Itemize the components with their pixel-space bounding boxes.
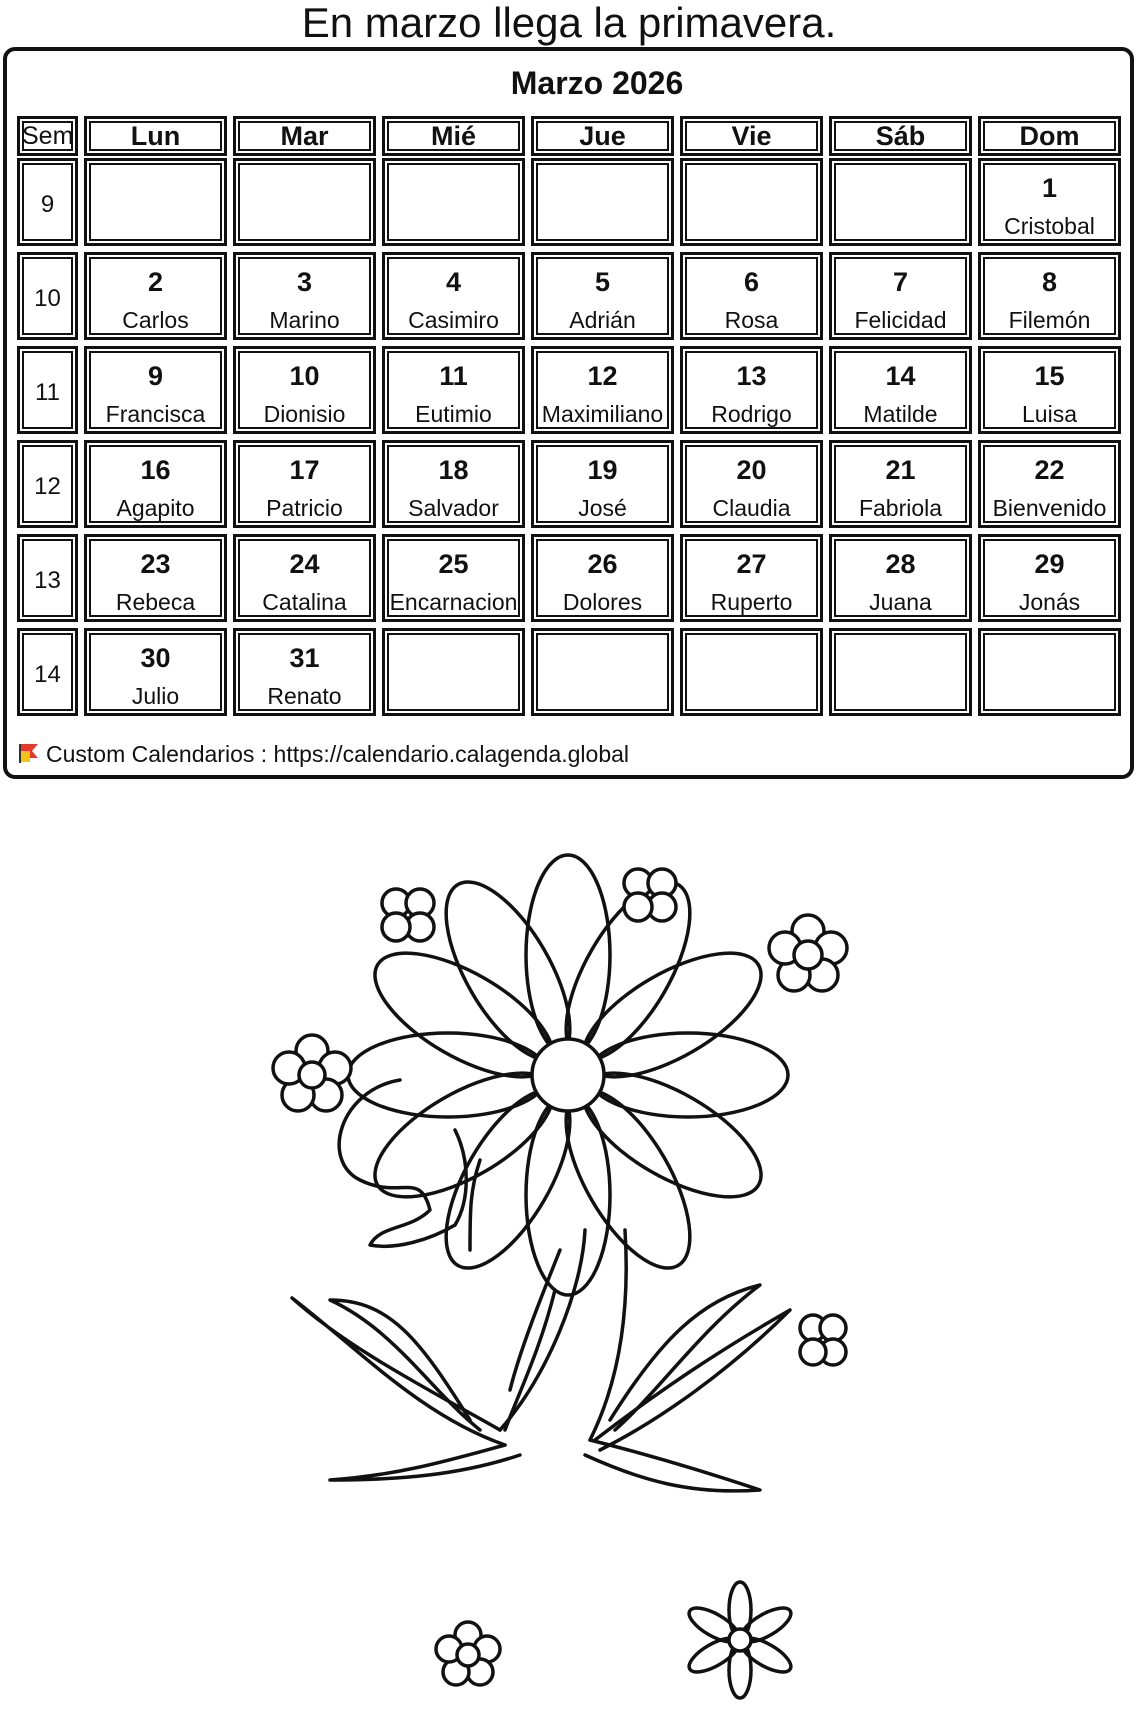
week-number: 14: [17, 628, 78, 716]
saint-name: Casimiro: [408, 307, 499, 333]
month-title: Marzo 2026: [510, 65, 684, 101]
day-number: 5: [594, 267, 611, 297]
day-cell[interactable]: [829, 252, 972, 340]
empty-day-cell: [382, 628, 525, 716]
empty-day-cell: [531, 158, 674, 246]
saint-name: Adrián: [569, 307, 636, 333]
day-number: 20: [736, 455, 767, 485]
saint-name: Julio: [131, 683, 180, 709]
day-cell[interactable]: [382, 252, 525, 340]
day-header: Sáb: [829, 116, 972, 156]
day-number: 15: [1034, 361, 1065, 391]
day-number: 21: [885, 455, 916, 485]
day-cell[interactable]: [978, 252, 1121, 340]
saint-name: Filemón: [1008, 307, 1091, 333]
day-number: 23: [140, 549, 171, 579]
day-cell[interactable]: [829, 534, 972, 622]
day-number: 9: [147, 361, 164, 391]
empty-day-cell: [233, 158, 376, 246]
saint-name: Claudia: [712, 495, 791, 521]
day-number: 16: [140, 455, 171, 485]
day-cell[interactable]: [978, 440, 1121, 528]
day-number: 10: [289, 361, 320, 391]
saint-name: Jonás: [1018, 589, 1081, 615]
day-number: 1: [1041, 173, 1058, 203]
week-number: 13: [17, 534, 78, 622]
day-header: Jue: [531, 116, 674, 156]
day-number: 17: [289, 455, 320, 485]
saint-name: Eutimio: [415, 401, 492, 427]
week-number: 11: [17, 346, 78, 434]
day-number: 2: [147, 267, 164, 297]
saint-name: Carlos: [122, 307, 189, 333]
empty-day-cell: [531, 628, 674, 716]
footer-link[interactable]: Custom Calendarios : https://calendario.calagenda.global: [46, 741, 630, 767]
day-number: 28: [885, 549, 916, 579]
day-cell[interactable]: [84, 346, 227, 434]
saint-name: Patricio: [266, 495, 343, 521]
empty-day-cell: [978, 628, 1121, 716]
day-header: Dom: [978, 116, 1121, 156]
calendar-logo-icon: [18, 740, 40, 772]
day-cell[interactable]: [531, 534, 674, 622]
saint-name: Fabriola: [858, 495, 943, 521]
day-cell[interactable]: [680, 252, 823, 340]
day-cell[interactable]: [829, 440, 972, 528]
day-number: 29: [1034, 549, 1065, 579]
day-number: 25: [438, 549, 469, 579]
day-cell[interactable]: [531, 252, 674, 340]
day-header: Mar: [233, 116, 376, 156]
day-cell[interactable]: [829, 346, 972, 434]
day-header: Mié: [382, 116, 525, 156]
day-number: 30: [140, 643, 171, 673]
day-header: Lun: [84, 116, 227, 156]
saint-name: Felicidad: [854, 307, 947, 333]
day-number: 26: [587, 549, 618, 579]
saint-name: Matilde: [863, 401, 938, 427]
day-number: 11: [439, 361, 468, 391]
saint-name: José: [578, 495, 627, 521]
day-number: 14: [885, 361, 916, 391]
day-cell[interactable]: [978, 534, 1121, 622]
saint-name: Dionisio: [263, 401, 346, 427]
empty-day-cell: [680, 158, 823, 246]
saint-name: Cristobal: [1004, 213, 1095, 239]
day-number: 24: [289, 549, 320, 579]
saint-name: Juana: [869, 589, 932, 615]
week-number: 9: [17, 158, 78, 246]
day-cell[interactable]: [978, 158, 1121, 246]
saint-name: Catalina: [262, 589, 347, 615]
empty-day-cell: [382, 158, 525, 246]
day-cell[interactable]: [680, 346, 823, 434]
day-cell[interactable]: [84, 252, 227, 340]
saint-name: Encarnacion: [389, 589, 518, 615]
day-number: 3: [296, 267, 313, 297]
flower-illustration: [0, 830, 1138, 1710]
day-cell[interactable]: [84, 534, 227, 622]
saint-name: Rosa: [724, 307, 779, 333]
saint-name: Agapito: [116, 495, 195, 521]
saint-name: Renato: [267, 683, 342, 709]
day-cell[interactable]: [382, 534, 525, 622]
day-number: 8: [1041, 267, 1058, 297]
day-number: 13: [736, 361, 767, 391]
day-number: 31: [289, 643, 320, 673]
footer: [18, 738, 629, 772]
day-number: 12: [587, 361, 618, 391]
day-number: 18: [438, 455, 469, 485]
day-number: 4: [445, 267, 462, 297]
week-number: 10: [17, 252, 78, 340]
saint-name: Dolores: [562, 589, 643, 615]
saint-name: Rodrigo: [711, 401, 792, 427]
day-header: Vie: [680, 116, 823, 156]
empty-day-cell: [829, 628, 972, 716]
saint-name: Marino: [269, 307, 340, 333]
saint-name: Luisa: [1022, 401, 1077, 427]
day-cell[interactable]: [233, 252, 376, 340]
saint-name: Maximiliano: [541, 401, 664, 427]
empty-day-cell: [680, 628, 823, 716]
day-number: 6: [743, 267, 760, 297]
day-cell[interactable]: [233, 534, 376, 622]
day-cell[interactable]: [978, 346, 1121, 434]
day-cell[interactable]: [233, 628, 376, 716]
week-column-header: Sem: [17, 116, 78, 156]
empty-day-cell: [829, 158, 972, 246]
day-cell[interactable]: [382, 346, 525, 434]
day-cell[interactable]: [382, 440, 525, 528]
day-cell[interactable]: [680, 440, 823, 528]
saint-name: Salvador: [408, 495, 499, 521]
saint-name: Bienvenido: [992, 495, 1107, 521]
day-number: 22: [1034, 455, 1065, 485]
day-cell[interactable]: [84, 440, 227, 528]
day-cell[interactable]: [531, 346, 674, 434]
day-cell[interactable]: [233, 346, 376, 434]
day-cell[interactable]: [84, 628, 227, 716]
saint-name: Ruperto: [710, 589, 793, 615]
saint-name: Francisca: [105, 401, 206, 427]
day-cell[interactable]: [680, 534, 823, 622]
page-title: En marzo llega la primavera.: [301, 0, 837, 46]
week-number: 12: [17, 440, 78, 528]
saint-name: Rebeca: [115, 589, 196, 615]
day-number: 19: [587, 455, 618, 485]
day-number: 7: [892, 267, 909, 297]
day-cell[interactable]: [531, 440, 674, 528]
empty-day-cell: [84, 158, 227, 246]
day-cell[interactable]: [233, 440, 376, 528]
day-number: 27: [736, 549, 767, 579]
